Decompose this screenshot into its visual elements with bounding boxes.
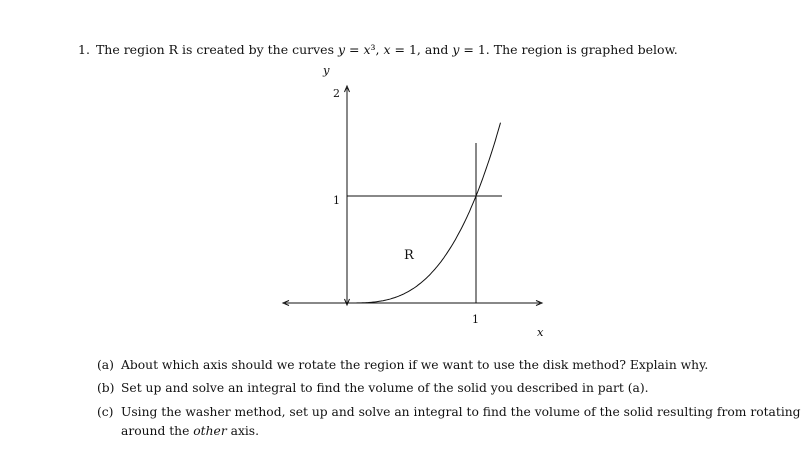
part-c-label: (c) (97, 405, 114, 419)
var-y-second: y (452, 42, 460, 57)
y-tick-label-1: 1 (333, 194, 340, 207)
region-label: R (404, 248, 414, 263)
equals-sign: = (345, 42, 364, 57)
part-b-text: Set up and solve an integral to find the volume of the solid you described in part (a). (121, 381, 649, 395)
part-a (97, 358, 708, 372)
part-c-cont-end: axis. (226, 424, 260, 438)
statement-text-start: The region R is created by the curves (95, 42, 338, 57)
var-y: y (337, 42, 346, 57)
statement-text-end: = 1. The region is graphed below. (459, 42, 678, 57)
y-tick-label-2: 2 (333, 87, 340, 100)
part-a-text: About which axis should we rotate the region if we want to use the disk method? Explain why. (121, 358, 709, 372)
part-c (97, 405, 801, 438)
part-c-continuation (97, 424, 801, 438)
part-a-label: (a) (97, 358, 114, 372)
curve-y-equals-x-cubed (347, 123, 501, 303)
problem-number: 1. (78, 42, 90, 57)
part-b (97, 381, 649, 395)
x-tick-label-1: 1 (472, 313, 479, 326)
equation-x-equals-1: = 1, and (390, 42, 453, 57)
x-axis-label: x (537, 325, 544, 339)
var-x-second: x (383, 42, 391, 57)
part-c-cont-start: around the (121, 424, 194, 438)
var-x: x (363, 42, 371, 57)
part-b-label: (b) (97, 381, 115, 395)
exponent-cube: ³ (370, 42, 376, 57)
part-c-text: Using the washer method, set up and solve an integral to find the volume of the solid resulting from rotating (121, 405, 801, 419)
y-axis-label: y (323, 63, 330, 77)
part-c-emphasis: other (193, 424, 227, 438)
separator: , (375, 42, 384, 57)
